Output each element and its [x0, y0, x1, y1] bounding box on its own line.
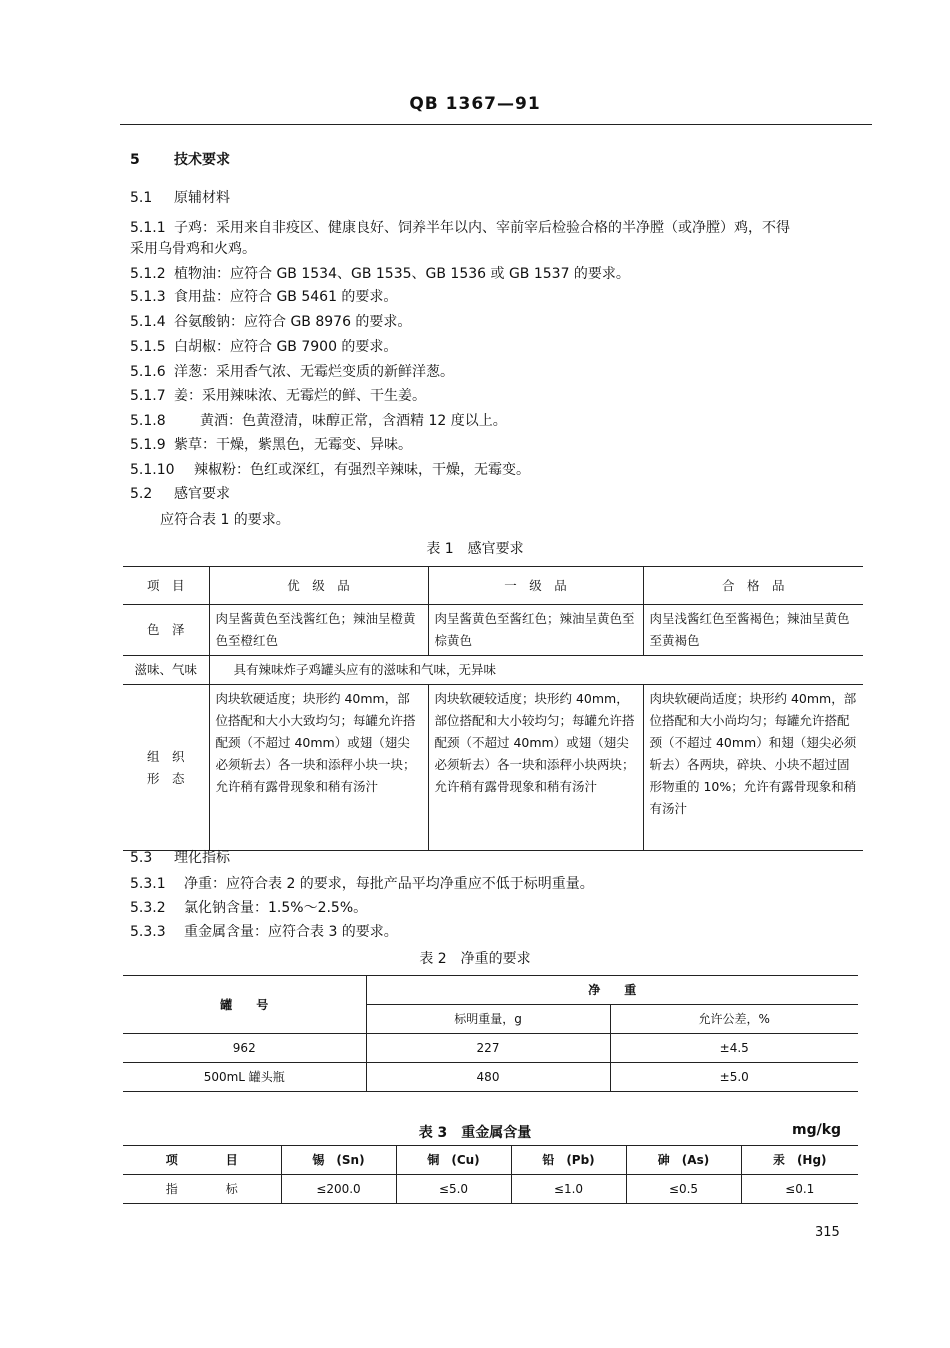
table1-row-label: 色 泽 [123, 605, 209, 656]
table1-merged-cell: 具有辣味炸子鸡罐头应有的滋味和气味，无异味 [209, 656, 863, 685]
table1-cell: 肉呈浅酱红色至酱褐色；辣油呈黄色至黄褐色 [643, 605, 863, 656]
table3-header: 汞 (Hg) [741, 1146, 858, 1175]
table2-cell: ±4.5 [610, 1034, 858, 1063]
table3 [123, 1145, 858, 1204]
table3-cell: ≤0.1 [741, 1175, 858, 1204]
section-line: 5.1.9 紫草：干燥，紫黑色，无霉变、异味。 [130, 437, 412, 453]
table1-cell: 肉块软硬尚适度；块形约 40mm，部位搭配和大小尚均匀；每罐允许搭配颈（不超过 40mm）和翅（翅尖必须斩去）各两块，碎块、小块不超过固形物重的 10%；允许有露骨现象和稍有汤汁 [643, 685, 863, 851]
section-line: 5.1.3 食用盐：应符合 GB 5461 的要求。 [130, 289, 398, 305]
table2 [123, 975, 858, 1092]
table3-cell: ≤5.0 [396, 1175, 511, 1204]
table3-cell: ≤1.0 [511, 1175, 626, 1204]
table1-header: 项 目 [123, 567, 209, 605]
header-rule [120, 124, 872, 125]
table2-cell: 227 [366, 1034, 610, 1063]
section-line: 5.1.7 姜：采用辣味浓、无霉烂的鲜、干生姜。 [130, 388, 426, 404]
table3-header: 铅 (Pb) [511, 1146, 626, 1175]
table1-header: 一 级 品 [428, 567, 643, 605]
section-line: 采用乌骨鸡和火鸡。 [130, 241, 256, 257]
section-line: 应符合表 1 的要求。 [160, 512, 290, 528]
table3-header: 铜 (Cu) [396, 1146, 511, 1175]
table2-header-can: 罐 号 [123, 976, 366, 1034]
page-number: 315 [815, 1225, 840, 1240]
table2-cell: 480 [366, 1063, 610, 1092]
section-line: 5.1 原辅材料 [130, 190, 230, 206]
table3-unit: mg/kg [792, 1122, 842, 1138]
table1-cell: 肉呈酱黄色至浅酱红色；辣油呈橙黄色至橙红色 [209, 605, 428, 656]
section-line: 5.1.5 白胡椒：应符合 GB 7900 的要求。 [130, 339, 398, 355]
table3-cell: ≤0.5 [626, 1175, 741, 1204]
table2-cell: 500mL 罐头瓶 [123, 1063, 366, 1092]
section-line: 5.1.8 黄酒：色黄澄清，味醇正常，含酒精 12 度以上。 [130, 413, 507, 429]
section-line: 5.2 感官要求 [130, 486, 230, 502]
table3-cell: 指 标 [123, 1175, 281, 1204]
section-line: 5.1.4 谷氨酸钠：应符合 GB 8976 的要求。 [130, 314, 412, 330]
table2-subheader: 允许公差，% [610, 1005, 858, 1034]
table1 [123, 566, 863, 851]
section-line: 5.3.1 净重：应符合表 2 的要求，每批产品平均净重应不低于标明重量。 [130, 876, 594, 892]
table3-caption: 表 3 重金属含量 [418, 1125, 532, 1141]
section-line: 5.1.1 子鸡：采用来自非疫区、健康良好、饲养半年以内、宰前宰后检验合格的半净膛（或净膛）鸡，不得 [130, 220, 790, 236]
table2-header-net: 净 重 [366, 976, 858, 1005]
table3-header: 项 目 [123, 1146, 281, 1175]
table1-row-label: 组 织 形 态 [123, 685, 209, 851]
table3-header: 砷 (As) [626, 1146, 741, 1175]
table2-cell: ±5.0 [610, 1063, 858, 1092]
section-line: 5.3.3 重金属含量：应符合表 3 的要求。 [130, 924, 398, 940]
document-header: QB 1367—91 [409, 94, 541, 114]
section-heading: 5 技术要求 [130, 152, 230, 168]
table1-cell: 肉块软硬适度；块形约 40mm，部位搭配和大小大致均匀；每罐允许搭配颈（不超过 40mm）或翅（翅尖必须斩去）各一块和添秤小块一块；允许稍有露骨现象和稍有汤汁 [209, 685, 428, 851]
table1-header: 优 级 品 [209, 567, 428, 605]
table1-header: 合 格 品 [643, 567, 863, 605]
table3-cell: ≤200.0 [281, 1175, 396, 1204]
table2-cell: 962 [123, 1034, 366, 1063]
table3-header: 锡 (Sn) [281, 1146, 396, 1175]
table2-caption: 表 2 净重的要求 [419, 951, 531, 967]
table1-caption: 表 1 感官要求 [426, 541, 524, 557]
section-line: 5.3.2 氯化钠含量：1.5%～2.5%。 [130, 900, 368, 916]
section-line: 5.3 理化指标 [130, 850, 230, 866]
table1-cell: 肉呈酱黄色至酱红色；辣油呈黄色至棕黄色 [428, 605, 643, 656]
table1-row-label: 滋味、气味 [123, 656, 209, 685]
table2-subheader: 标明重量，g [366, 1005, 610, 1034]
section-line: 5.1.10 辣椒粉：色红或深红，有强烈辛辣味，干燥，无霉变。 [130, 462, 530, 478]
section-line: 5.1.2 植物油：应符合 GB 1534、GB 1535、GB 1536 或 GB 1537 的要求。 [130, 266, 630, 282]
table1-cell: 肉块软硬较适度；块形约 40mm，部位搭配和大小较均匀；每罐允许搭配颈（不超过 40mm）或翅（翅尖必须斩去）各一块和添秤小块两块；允许稍有露骨现象和稍有汤汁 [428, 685, 643, 851]
section-line: 5.1.6 洋葱：采用香气浓、无霉烂变质的新鲜洋葱。 [130, 364, 454, 380]
